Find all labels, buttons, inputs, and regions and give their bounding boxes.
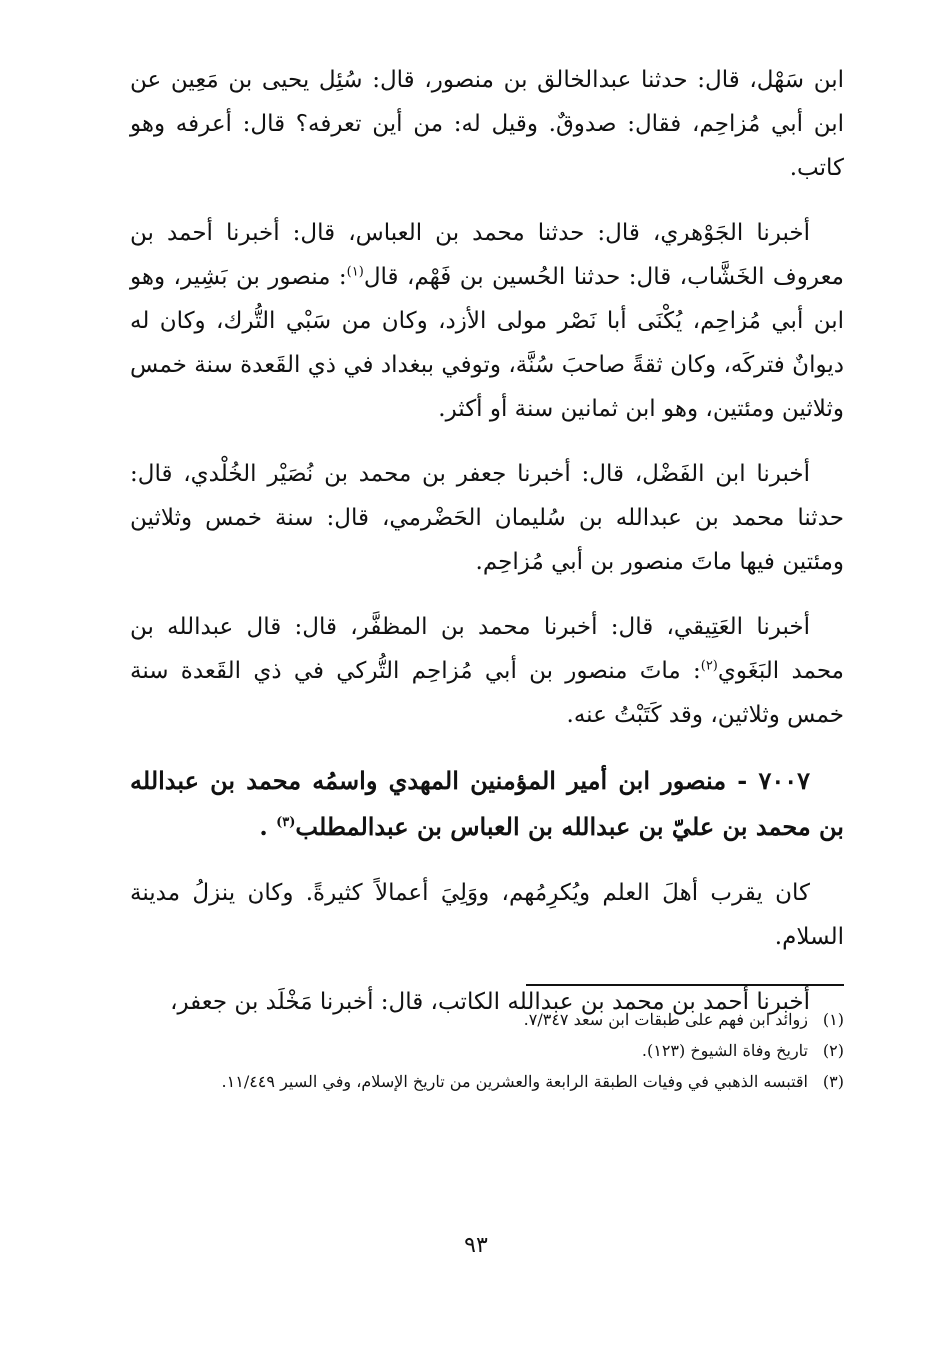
main-text — [130, 58, 844, 1045]
paragraph-2-text-a: أخبرنا الجَوْهري، قال: حدثنا محمد بن العباس، قال: أخبرنا أحمد بن معروف الخَشَّاب، قال: حدثنا الحُسين بن فَهْم، قال — [130, 220, 844, 290]
footnote-2 — [136, 1035, 844, 1066]
paragraph-2 — [130, 211, 844, 431]
paragraph-1-text: ابن سَهْل، قال: حدثنا عبدالخالق بن منصور، قال: سُئِل يحيى بن مَعِين عن ابن أبي مُزاحِم، فقال: صدوقٌ. وقيل له: من أين تعرفه؟ قال: أعرفه وهو كاتب. — [130, 67, 844, 181]
paragraph-6-text: أخبرنا أحمد بن محمد بن عبدالله الكاتب، قال: أخبرنا مَخْلَد بن جعفر، — [170, 989, 810, 1015]
footnote-1 — [136, 1004, 844, 1035]
page-number: ٩٣ — [464, 1233, 488, 1258]
paragraph-3 — [130, 452, 844, 584]
footnote-text: اقتبسه الذهبي في وفيات الطبقة الرابعة والعشرين من تاريخ الإسلام، وفي السير ١١/٤٤٩. — [221, 1072, 808, 1091]
paragraph-5-text: كان يقرب أهلَ العلم ويُكرِمُهم، ووَلِيَ أعمالاً كثيرةً. وكان ينزلُ مدينة السلام. — [130, 880, 844, 950]
paragraph-4-text-a: أخبرنا العَتِيقي، قال: أخبرنا محمد بن المظفَّر، قال: قال عبدالله بن محمد البَغَوي — [130, 614, 844, 684]
footnote-ref-2: (٢) — [700, 658, 718, 674]
paragraph-4 — [130, 605, 844, 737]
footnote-separator — [526, 984, 844, 986]
paragraph-3-text: أخبرنا ابن الفَضْل، قال: أخبرنا جعفر بن محمد بن نُصَيْر الخُلْدي، قال: حدثنا محمد بن عبدالله بن سُليمان الحَضْرمي، قال: سنة خمس وثلاثين ومئتين فيها ماتَ منصور بن أبي مُزاحِم. — [130, 461, 844, 575]
paragraph-2-text-b: : منصور بن بَشِير، وهو ابن أبي مُزاحِم، يُكْنَى أبا نَصْر مولى الأزد، وكان من سَبْي التُّرك، وكان له ديوانٌ فتركَه، وكان ثقةً صاحبَ سُنَّة، وتوفي ببغداد في ذي القَعدة سنة خمس وثلاثين ومئتين، وهو ابن ثمانين سنة أو أكثر. — [130, 264, 844, 422]
footnote-ref-1: (١) — [346, 264, 364, 280]
paragraph-5 — [130, 871, 844, 959]
footnote-3 — [136, 1066, 844, 1097]
footnote-number: (٢) — [822, 1041, 844, 1060]
entry-heading — [130, 758, 844, 850]
paragraph-4-text-b: : ماتَ منصور بن أبي مُزاحِم التُّركي في ذي القَعدة سنة خمس وثلاثين، وقد كَتَبْتُ عنه. — [130, 658, 844, 728]
footnote-number: (١) — [822, 1010, 844, 1029]
footnote-text: زوائد ابن فهم على طبقات ابن سعد ٧/٣٤٧. — [523, 1010, 808, 1029]
footnote-number: (٣) — [822, 1072, 844, 1091]
footnote-text: تاريخ وفاة الشيوخ (١٢٣). — [641, 1041, 808, 1060]
entry-heading-end: . — [259, 812, 268, 841]
footnotes — [136, 1004, 844, 1097]
footnote-ref-3: (٣) — [276, 815, 296, 830]
paragraph-1 — [130, 58, 844, 190]
entry-heading-text: ٧٠٠٧ - منصور ابن أمير المؤمنين المهدي واسمُه محمد بن عبدالله بن محمد بن عليّ بن عبدالله بن العباس بن عبدالمطلب — [130, 766, 844, 841]
